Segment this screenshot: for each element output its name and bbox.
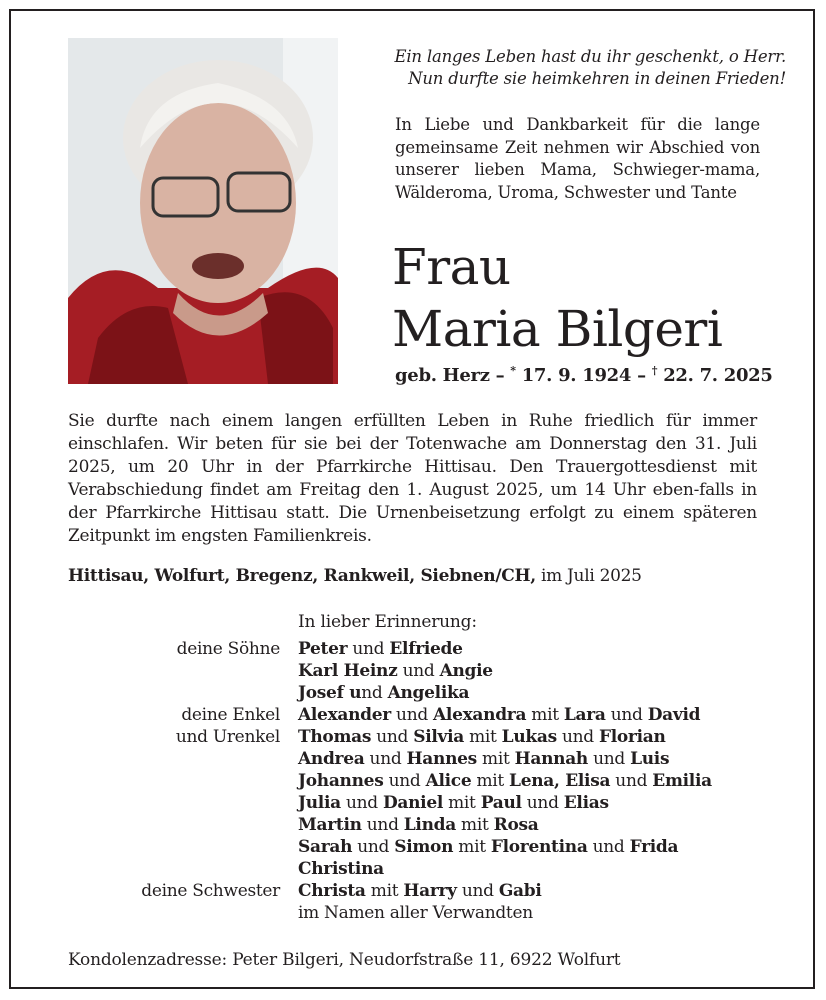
connector-text: nd bbox=[361, 683, 388, 703]
family-row bbox=[0, 748, 826, 770]
date-line: im Juli 2025 bbox=[535, 566, 642, 586]
connector-text: und bbox=[556, 727, 599, 747]
relative-name: Lara bbox=[563, 705, 606, 725]
family-row bbox=[0, 902, 826, 924]
relative-name: Daniel bbox=[382, 793, 443, 813]
birth-symbol: * bbox=[510, 364, 516, 377]
body-text: Sie durfte nach einem langen erfüllten Leben in Ruhe friedlich für immer einschlafen. Wir beten für sie bei der Totenwache am Donnerstag den 31. Juli 2025, um 20 Uhr in der Pfarrkirche Hittisau. Den Trauergottesdienst mit Verabschiedung findet am Freitag den 1. August 2025, um 14 Uhr eben-falls in der Pfarrkirche Hittisau statt. Die Urnenbeisetzung erfolgt zu einem späteren Zeitpunkt im engsten Familienkreis. bbox=[68, 411, 757, 546]
relative-name: Silvia bbox=[413, 727, 464, 747]
connector-text: und bbox=[352, 837, 395, 857]
relative-name: Linda bbox=[403, 815, 456, 835]
connector-text: mit bbox=[526, 705, 564, 725]
relative-name: Martin bbox=[298, 815, 362, 835]
connector-text: und bbox=[521, 793, 564, 813]
relative-names bbox=[298, 902, 533, 924]
relation-label bbox=[0, 770, 298, 792]
connector-text: mit bbox=[455, 815, 494, 835]
deceased-full-name: Maria Bilgeri bbox=[392, 300, 723, 358]
birth-name: geb. Herz bbox=[395, 365, 490, 386]
places: Hittisau, Wolfurt, Bregenz, Rankweil, Siebnen/CH, bbox=[68, 566, 536, 586]
family-list bbox=[0, 638, 826, 924]
connector-text: und bbox=[456, 881, 499, 901]
relation-label: deine Schwester bbox=[141, 881, 280, 901]
family-row bbox=[0, 770, 826, 792]
relative-name: Peter bbox=[298, 639, 348, 659]
connector-text: und bbox=[605, 705, 648, 725]
relative-name: Angie bbox=[439, 661, 493, 681]
condolence-address: Kondolenzadresse: Peter Bilgeri, Neudorfstraße 11, 6922 Wolfurt bbox=[68, 950, 621, 970]
connector-text: im Namen aller Verwandten bbox=[298, 903, 533, 923]
relative-name: Christa bbox=[298, 881, 366, 901]
connector-text: und bbox=[397, 661, 440, 681]
connector-text: und bbox=[383, 771, 426, 791]
relative-names bbox=[298, 704, 700, 726]
family-row bbox=[0, 792, 826, 814]
relative-name: Josef u bbox=[298, 683, 362, 703]
relative-name: Alexandra bbox=[433, 705, 527, 725]
relative-name: Alexander bbox=[298, 705, 391, 725]
family-row bbox=[0, 726, 826, 748]
connector-text: und bbox=[588, 749, 631, 769]
death-symbol: † bbox=[651, 364, 658, 377]
connector-text: mit bbox=[471, 771, 510, 791]
birth-date: 17. 9. 1924 bbox=[521, 365, 632, 386]
family-row bbox=[0, 858, 826, 880]
relative-name: Hannes bbox=[406, 749, 477, 769]
verse-line-2: Nun durfte sie heimkehren in deinen Frieden! bbox=[408, 69, 786, 88]
relation-label: deine Söhne bbox=[176, 639, 280, 659]
relative-name: Alice bbox=[425, 771, 472, 791]
connector-text: mit bbox=[365, 881, 404, 901]
family-row bbox=[0, 880, 826, 902]
relative-names bbox=[298, 880, 542, 902]
relation-label bbox=[0, 814, 298, 836]
portrait-photo bbox=[68, 38, 338, 384]
relative-name: Karl Heinz bbox=[298, 661, 398, 681]
verse-line-1: Ein langes Leben hast du ihr geschenkt, o Herr. bbox=[394, 47, 786, 66]
relation-label bbox=[0, 682, 298, 704]
relative-name: Simon bbox=[394, 837, 454, 857]
relation-label bbox=[0, 792, 298, 814]
relative-name: Angelika bbox=[387, 683, 470, 703]
connector-text: und bbox=[587, 837, 630, 857]
connector-text: und bbox=[390, 705, 434, 725]
connector-text: und bbox=[347, 639, 390, 659]
family-row bbox=[0, 704, 826, 726]
relative-name: Harry bbox=[403, 881, 457, 901]
connector-text: mit bbox=[443, 793, 481, 813]
relative-names bbox=[298, 792, 609, 814]
relative-names bbox=[298, 682, 469, 704]
relation-label bbox=[0, 902, 298, 924]
connector-text: und bbox=[361, 815, 404, 835]
connector-text: mit bbox=[453, 837, 491, 857]
relative-name: Christina bbox=[298, 859, 384, 879]
relative-name: Florentina bbox=[490, 837, 588, 857]
relative-name: Florian bbox=[598, 727, 666, 747]
connector-text: und bbox=[371, 727, 414, 747]
connector-text: und bbox=[610, 771, 653, 791]
relation-label: deine Enkel bbox=[181, 705, 280, 725]
relative-name: Sarah bbox=[298, 837, 353, 857]
relative-name: Thomas bbox=[298, 727, 372, 747]
relative-name: Lena, Elisa bbox=[509, 771, 611, 791]
verse bbox=[390, 46, 786, 90]
intro-text: In Liebe und Dankbarkeit für die lange gemeinsame Zeit nehmen wir Abschied von unserer lieben Mama, Schwieger-mama, Wälderoma, Uroma, Schwester und Tante bbox=[395, 115, 760, 202]
family-row bbox=[0, 660, 826, 682]
relative-name: Paul bbox=[480, 793, 522, 813]
family-row bbox=[0, 836, 826, 858]
relative-name: Emilia bbox=[652, 771, 712, 791]
relative-name: Andrea bbox=[298, 749, 365, 769]
connector-text: und bbox=[364, 749, 407, 769]
relative-names bbox=[298, 748, 669, 770]
relation-label bbox=[0, 858, 298, 880]
relative-names bbox=[298, 836, 678, 858]
death-date: 22. 7. 2025 bbox=[663, 365, 773, 386]
relative-names bbox=[298, 770, 712, 792]
relation-label: und Urenkel bbox=[175, 727, 280, 747]
places-line bbox=[68, 566, 642, 586]
relative-name: Elfriede bbox=[389, 639, 463, 659]
relative-name: Johannes bbox=[298, 771, 384, 791]
memory-heading: In lieber Erinnerung: bbox=[298, 612, 477, 632]
relative-name: Lukas bbox=[501, 727, 557, 747]
connector-text: und bbox=[340, 793, 383, 813]
relative-name: David bbox=[647, 705, 701, 725]
connector-text: mit bbox=[476, 749, 515, 769]
relative-names bbox=[298, 858, 384, 880]
relative-name: Julia bbox=[298, 793, 341, 813]
relative-names bbox=[298, 814, 539, 836]
relative-name: Luis bbox=[630, 749, 670, 769]
life-dates: geb. Herz – * 17. 9. 1924 – † 22. 7. 2025 bbox=[395, 364, 773, 386]
relative-names bbox=[298, 660, 493, 682]
relative-name: Frida bbox=[629, 837, 679, 857]
relative-name: Rosa bbox=[493, 815, 539, 835]
family-row bbox=[0, 682, 826, 704]
connector-text: mit bbox=[463, 727, 502, 747]
deceased-name bbox=[392, 236, 722, 360]
relative-name: Elias bbox=[563, 793, 609, 813]
relation-label bbox=[0, 660, 298, 682]
relative-name: Hannah bbox=[514, 749, 588, 769]
relative-name: Gabi bbox=[498, 881, 542, 901]
family-row bbox=[0, 638, 826, 660]
relative-names bbox=[298, 638, 463, 660]
relative-names bbox=[298, 726, 666, 748]
relation-label bbox=[0, 748, 298, 770]
family-row bbox=[0, 814, 826, 836]
deceased-title: Frau bbox=[392, 238, 511, 296]
relation-label bbox=[0, 836, 298, 858]
